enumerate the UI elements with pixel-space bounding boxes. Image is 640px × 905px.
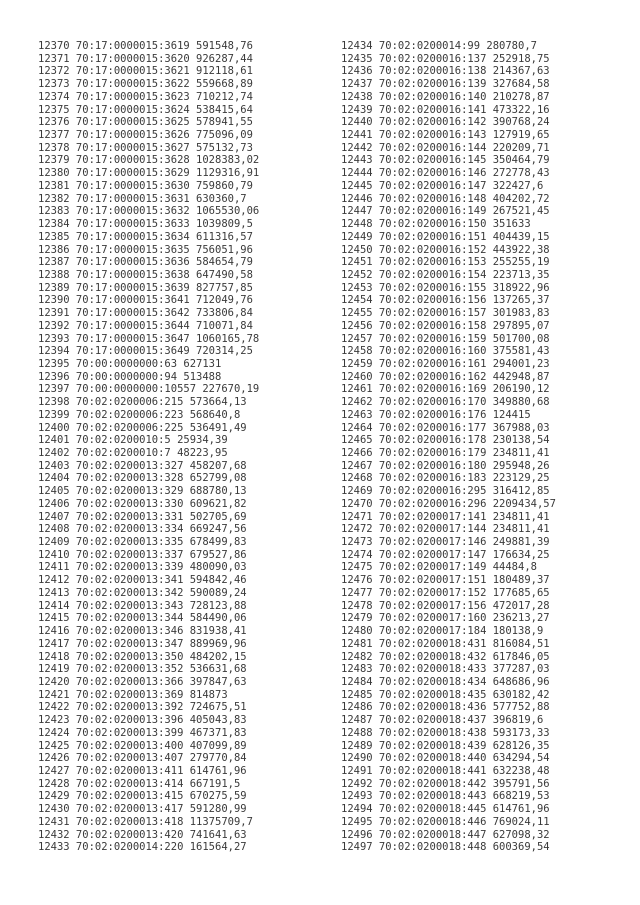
table-row: 12412 70:02:0200013:341 594842,46: [38, 574, 247, 587]
table-row: 12372 70:17:0000015:3621 912118,61: [38, 65, 253, 78]
table-row: 12413 70:02:0200013:342 590089,24: [38, 586, 247, 599]
table-row: 12448 70:02:0200016:150 351633: [341, 218, 531, 231]
table-row: 12455 70:02:0200016:157 301983,83: [341, 307, 550, 320]
table-row: 12370 70:17:0000015:3619 591548,76: [38, 40, 253, 52]
table-row: 12384 70:17:0000015:3633 1039809,5: [38, 218, 253, 231]
table-row: 12436 70:02:0200016:138 214367,63: [341, 65, 550, 78]
table-row: 12452 70:02:0200016:154 223713,35: [341, 268, 550, 281]
table-row: 12429 70:02:0200013:415 670275,59: [38, 790, 247, 803]
table-row: 12497 70:02:0200018:448 600369,54: [341, 841, 550, 854]
table-row: 12466 70:02:0200016:179 234811,41: [341, 447, 550, 459]
table-row: 12478 70:02:0200017:156 472017,28: [341, 599, 550, 612]
table-row: 12483 70:02:0200018:433 377287,03: [341, 663, 550, 676]
table-row: 12407 70:02:0200013:331 502705,69: [38, 510, 247, 523]
table-row: 12496 70:02:0200018:447 627098,32: [341, 828, 550, 841]
table-row: 12389 70:17:0000015:3639 827757,85: [38, 281, 253, 294]
table-row: 12399 70:02:0200006:223 568640,8: [38, 408, 241, 421]
table-row: 12427 70:02:0200013:411 614761,96: [38, 764, 247, 777]
table-row: 12404 70:02:0200013:328 652799,08: [38, 472, 247, 485]
table-row: 12391 70:17:0000015:3642 733806,84: [38, 307, 253, 320]
left-column: [38, 40, 259, 854]
table-row: 12473 70:02:0200017:146 249881,39: [341, 536, 550, 549]
table-row: 12401 70:02:0200010:5 25934,39: [38, 434, 228, 447]
table-row: 12486 70:02:0200018:436 577752,88: [341, 701, 550, 714]
table-row: 12461 70:02:0200016:169 206190,12: [341, 383, 550, 396]
table-row: 12371 70:17:0000015:3620 926287,44: [38, 52, 253, 65]
table-row: 12374 70:17:0000015:3623 710212,74: [38, 90, 253, 103]
table-row: 12403 70:02:0200013:327 458207,68: [38, 459, 247, 472]
table-row: 12420 70:02:0200013:366 397847,63: [38, 675, 247, 688]
table-row: 12433 70:02:0200014:220 161564,27: [38, 841, 247, 854]
table-row: 12386 70:17:0000015:3635 756051,96: [38, 243, 253, 256]
table-row: 12453 70:02:0200016:155 318922,96: [341, 281, 550, 294]
table-row: 12458 70:02:0200016:160 375581,43: [341, 345, 550, 358]
table-row: 12487 70:02:0200018:437 396819,6: [341, 714, 544, 727]
table-row: 12409 70:02:0200013:335 678499,83: [38, 536, 247, 549]
table-row: 12419 70:02:0200013:352 536631,68: [38, 663, 247, 676]
table-row: 12423 70:02:0200013:396 405043,83: [38, 714, 247, 727]
table-row: 12456 70:02:0200016:158 297895,07: [341, 319, 550, 332]
table-row: 12437 70:02:0200016:139 327684,58: [341, 78, 550, 91]
table-row: 12492 70:02:0200018:442 395791,56: [341, 777, 550, 790]
table-row: 12471 70:02:0200017:141 234811,41: [341, 510, 550, 523]
table-row: 12475 70:02:0200017:149 44484,8: [341, 561, 537, 574]
table-row: 12377 70:17:0000015:3626 775096,09: [38, 129, 253, 142]
table-row: 12414 70:02:0200013:343 728123,88: [38, 599, 247, 612]
table-row: 12380 70:17:0000015:3629 1129316,91: [38, 167, 260, 180]
table-row: 12451 70:02:0200016:153 255255,19: [341, 256, 550, 269]
table-row: 12438 70:02:0200016:140 210278,87: [341, 90, 550, 103]
table-row: 12435 70:02:0200016:137 252918,75: [341, 52, 550, 65]
table-row: 12373 70:17:0000015:3622 559668,89: [38, 78, 253, 91]
table-row: 12444 70:02:0200016:146 272778,43: [341, 167, 550, 180]
table-row: 12382 70:17:0000015:3631 630360,7: [38, 192, 247, 205]
table-row: 12397 70:00:0000000:10557 227670,19: [38, 383, 260, 396]
table-row: 12454 70:02:0200016:156 137265,37: [341, 294, 550, 307]
table-row: 12490 70:02:0200018:440 634294,54: [341, 752, 550, 765]
table-row: 12424 70:02:0200013:399 467371,83: [38, 726, 247, 739]
table-row: 12415 70:02:0200013:344 584490,06: [38, 612, 247, 625]
table-row: 12379 70:17:0000015:3628 1028383,02: [38, 154, 260, 167]
table-row: 12445 70:02:0200016:147 322427,6: [341, 179, 544, 192]
table-row: 12387 70:17:0000015:3636 584654,79: [38, 256, 253, 269]
table-row: 12488 70:02:0200018:438 593173,33: [341, 726, 550, 739]
table-row: 12390 70:17:0000015:3641 712049,76: [38, 294, 253, 307]
table-row: 12468 70:02:0200016:183 223129,25: [341, 472, 550, 485]
table-row: 12472 70:02:0200017:144 234811,41: [341, 523, 550, 536]
table-row: 12482 70:02:0200018:432 617846,05: [341, 650, 550, 663]
table-row: 12457 70:02:0200016:159 501700,08: [341, 332, 550, 345]
table-row: 12396 70:00:0000000:94 513488: [38, 370, 222, 383]
table-row: 12431 70:02:0200013:418 11375709,7: [38, 815, 253, 828]
table-row: 12447 70:02:0200016:149 267521,45: [341, 205, 550, 218]
table-row: 12388 70:17:0000015:3638 647490,58: [38, 268, 253, 281]
table-row: 12440 70:02:0200016:142 390768,24: [341, 116, 550, 129]
table-row: 12417 70:02:0200013:347 889969,96: [38, 637, 247, 650]
table-row: 12439 70:02:0200016:141 473322,16: [341, 103, 550, 116]
table-row: 12470 70:02:0200016:296 2209434,57: [341, 497, 556, 510]
table-row: 12446 70:02:0200016:148 404202,72: [341, 192, 550, 205]
table-row: 12469 70:02:0200016:295 316412,85: [341, 485, 550, 498]
right-column: [341, 40, 556, 854]
table-row: 12462 70:02:0200016:170 349880,68: [341, 396, 550, 409]
table-row: 12460 70:02:0200016:162 442948,87: [341, 370, 550, 383]
table-row: 12441 70:02:0200016:143 127919,65: [341, 129, 550, 142]
table-row: 12442 70:02:0200016:144 220209,71: [341, 141, 550, 154]
table-row: 12426 70:02:0200013:407 279770,84: [38, 752, 247, 765]
table-row: 12418 70:02:0200013:350 484202,15: [38, 650, 247, 663]
table-row: 12476 70:02:0200017:151 180489,37: [341, 574, 550, 587]
table-row: 12450 70:02:0200016:152 443922,38: [341, 243, 550, 256]
table-row: 12393 70:17:0000015:3647 1060165,78: [38, 332, 260, 345]
table-row: 12405 70:02:0200013:329 688780,13: [38, 485, 247, 498]
table-row: 12378 70:17:0000015:3627 575132,73: [38, 141, 253, 154]
table-row: 12383 70:17:0000015:3632 1065530,06: [38, 205, 260, 218]
table-row: 12406 70:02:0200013:330 609621,82: [38, 497, 247, 510]
table-row: 12480 70:02:0200017:184 180138,9: [341, 625, 544, 638]
table-row: 12400 70:02:0200006:225 536491,49: [38, 421, 247, 434]
table-row: 12425 70:02:0200013:400 407099,89: [38, 739, 247, 752]
table-row: 12395 70:00:0000000:63 627131: [38, 357, 222, 370]
table-row: 12381 70:17:0000015:3630 759860,79: [38, 179, 253, 192]
table-row: 12443 70:02:0200016:145 350464,79: [341, 154, 550, 167]
table-row: 12491 70:02:0200018:441 632238,48: [341, 764, 550, 777]
table-row: 12375 70:17:0000015:3624 538415,64: [38, 103, 253, 116]
table-row: 12484 70:02:0200018:434 648686,96: [341, 675, 550, 688]
table-row: 12410 70:02:0200013:337 679527,86: [38, 548, 247, 561]
table-row: 12416 70:02:0200013:346 831938,41: [38, 625, 247, 638]
table-row: 12376 70:17:0000015:3625 578941,55: [38, 116, 253, 129]
table-row: 12428 70:02:0200013:414 667191,5: [38, 777, 241, 790]
table-row: 12485 70:02:0200018:435 630182,42: [341, 688, 550, 701]
table-row: 12494 70:02:0200018:445 614761,96: [341, 803, 550, 816]
table-row: 12432 70:02:0200013:420 741641,63: [38, 828, 247, 841]
table-row: 12408 70:02:0200013:334 669247,56: [38, 523, 247, 536]
table-row: 12394 70:17:0000015:3649 720314,25: [38, 345, 253, 358]
table-row: 12477 70:02:0200017:152 177685,65: [341, 586, 550, 599]
table-row: 12481 70:02:0200018:431 816084,51: [341, 637, 550, 650]
table-row: 12467 70:02:0200016:180 295948,26: [341, 459, 550, 472]
table-row: 12459 70:02:0200016:161 294001,23: [341, 357, 550, 370]
table-row: 12479 70:02:0200017:160 236213,27: [341, 612, 550, 625]
table-row: 12402 70:02:0200010:7 48223,95: [38, 447, 228, 459]
table-row: 12430 70:02:0200013:417 591280,99: [38, 803, 247, 816]
table-row: 12411 70:02:0200013:339 480090,03: [38, 561, 247, 574]
table-row: 12434 70:02:0200014:99 280780,7: [341, 40, 537, 52]
table-row: 12385 70:17:0000015:3634 611316,57: [38, 230, 253, 243]
table-row: 12463 70:02:0200016:176 124415: [341, 408, 531, 421]
table-row: 12465 70:02:0200016:178 230138,54: [341, 434, 550, 447]
table-row: 12493 70:02:0200018:443 668219,53: [341, 790, 550, 803]
table-row: 12495 70:02:0200018:446 769024,11: [341, 815, 550, 828]
table-row: 12474 70:02:0200017:147 176634,25: [341, 548, 550, 561]
table-row: 12421 70:02:0200013:369 814873: [38, 688, 228, 701]
table-row: 12464 70:02:0200016:177 367988,03: [341, 421, 550, 434]
table-row: 12392 70:17:0000015:3644 710071,84: [38, 319, 253, 332]
table-row: 12422 70:02:0200013:392 724675,51: [38, 701, 247, 714]
table-row: 12489 70:02:0200018:439 628126,35: [341, 739, 550, 752]
table-row: 12449 70:02:0200016:151 404439,15: [341, 230, 550, 243]
table-row: 12398 70:02:0200006:215 573664,13: [38, 396, 247, 409]
